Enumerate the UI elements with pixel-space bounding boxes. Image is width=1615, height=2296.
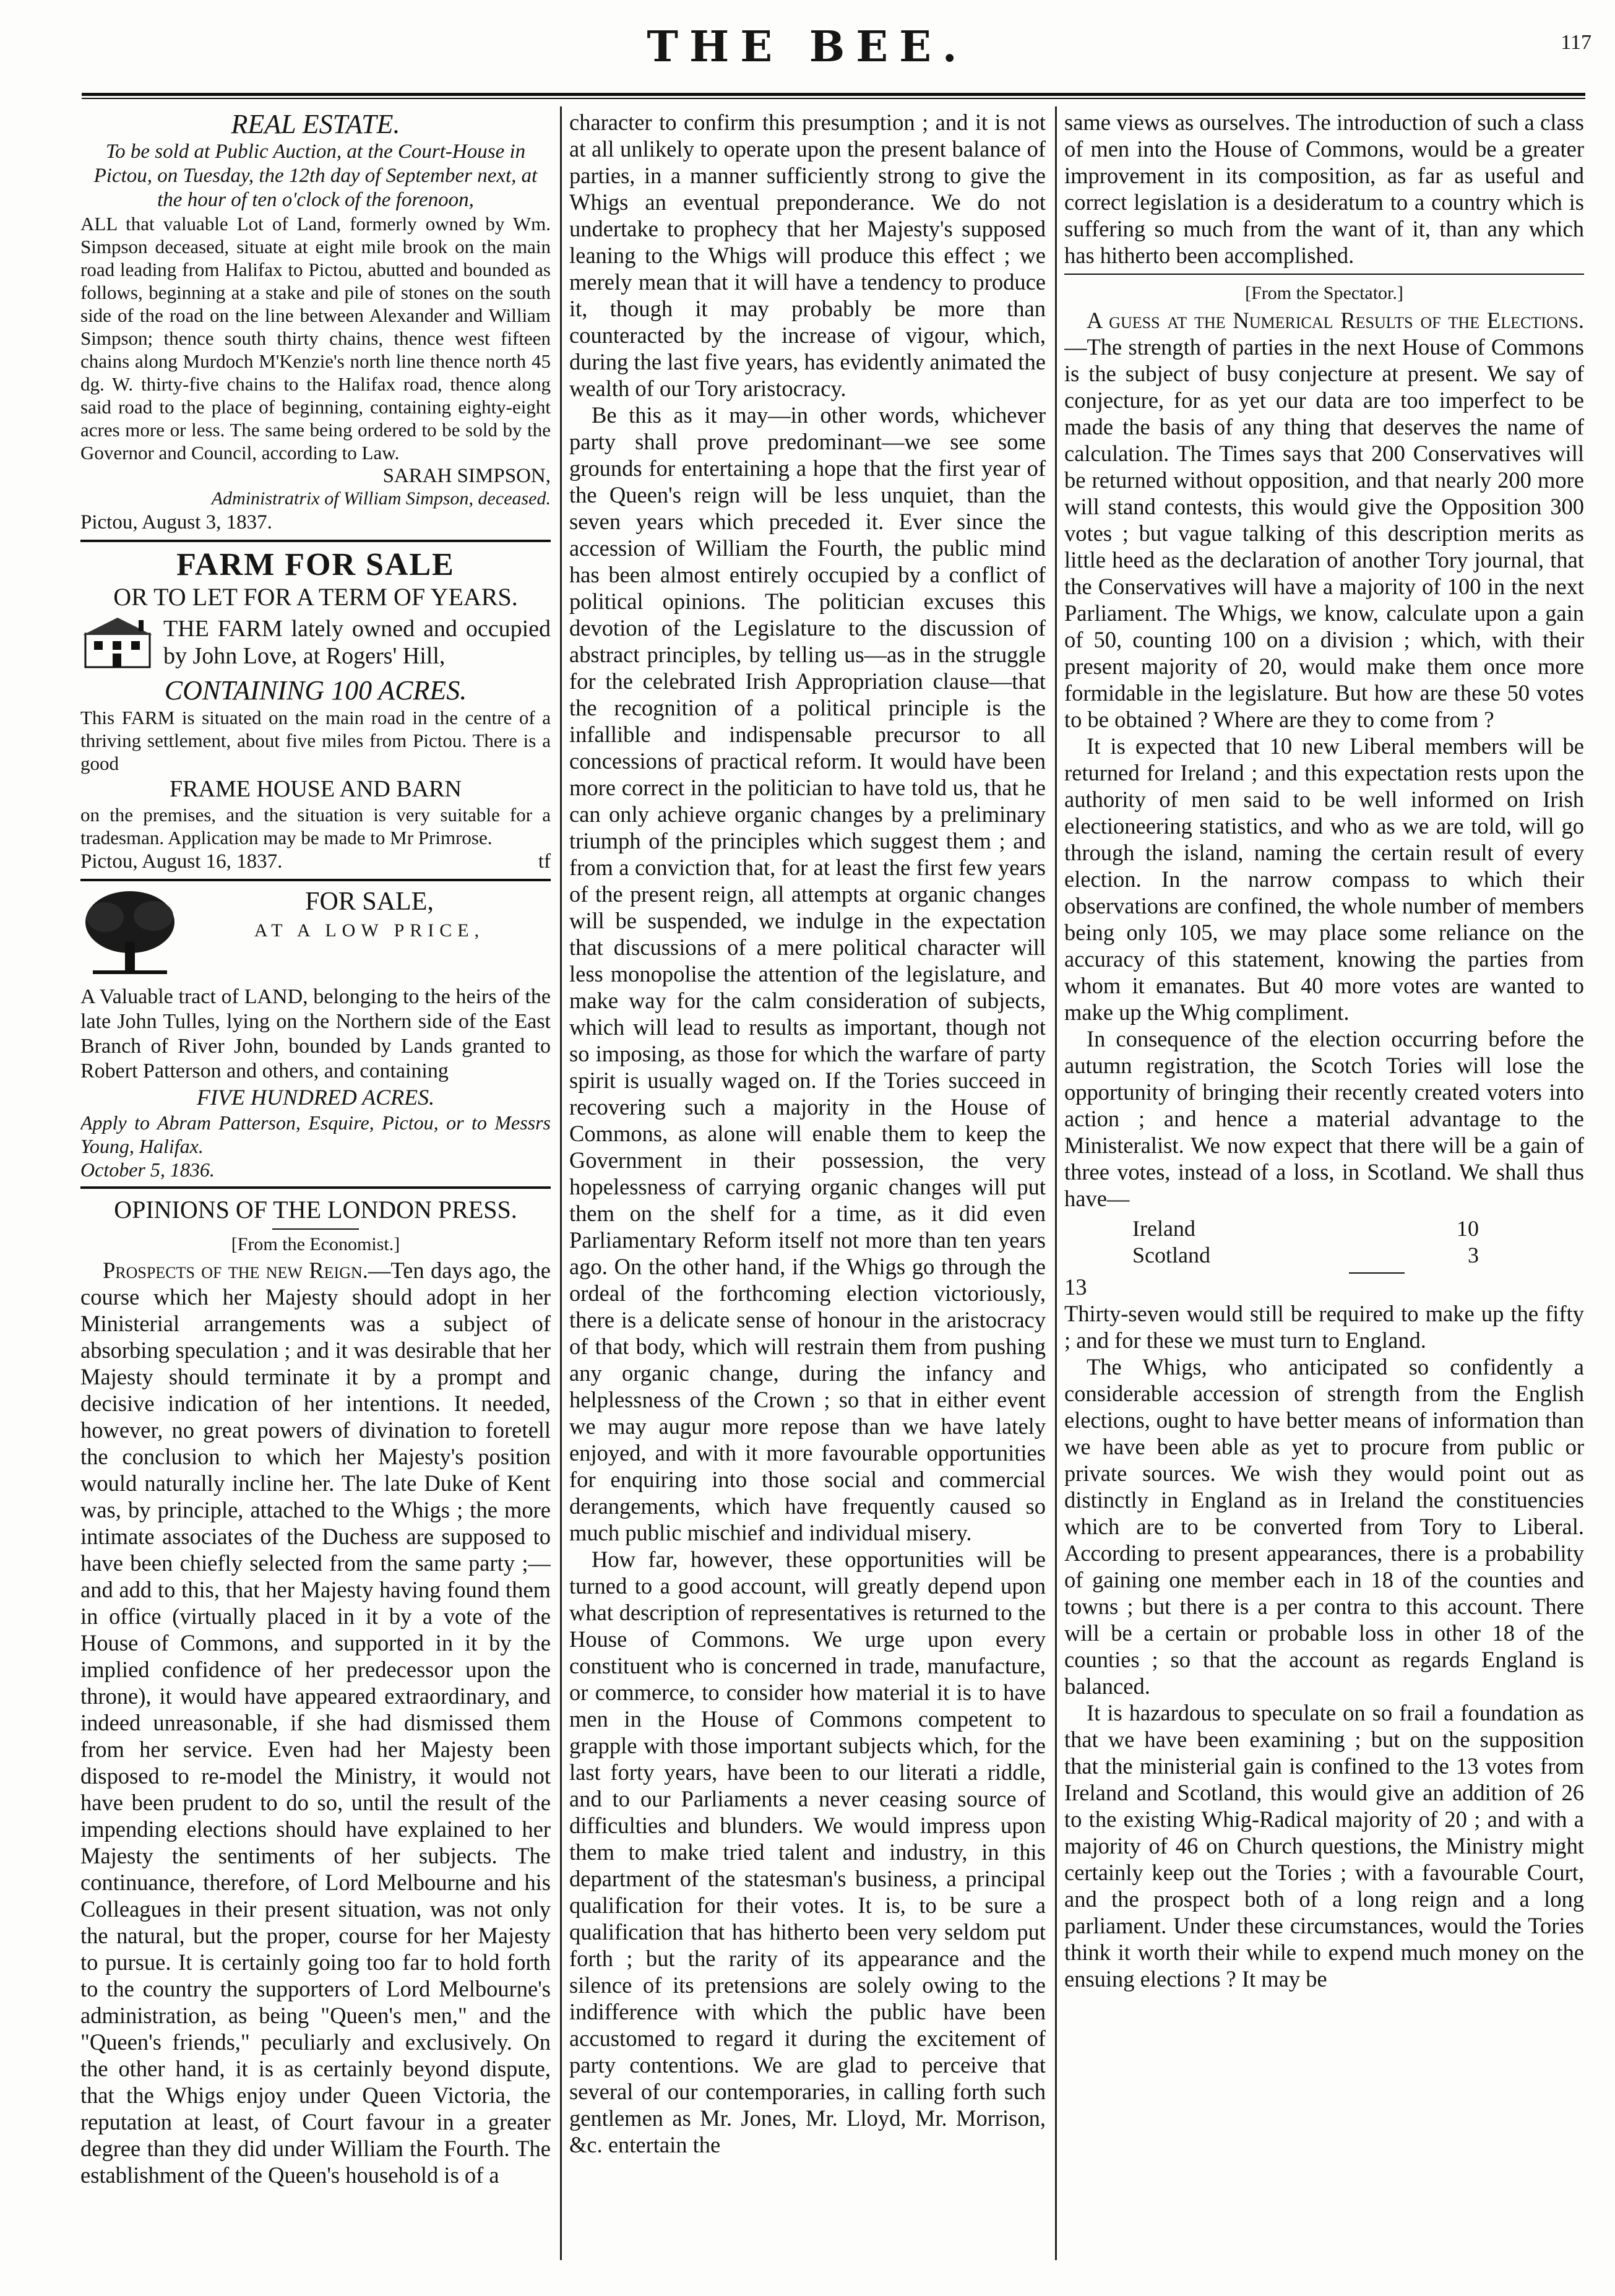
column-divider (1055, 106, 1057, 2260)
table-value: 3 (1468, 1243, 1479, 1267)
farm-containing: CONTAINING 100 ACRES. (164, 675, 467, 706)
farm-frame-house: FRAME HOUSE AND BARN (170, 776, 462, 802)
page-number: 117 (1561, 31, 1591, 54)
col2-paragraph-2: Be this as it may—in other words, whichever party shall prove predominant—we see some grounds for entertaining a hope that the first year of the Queen's reign will be less unquiet, than the seven years which preceded it. Ever since the accession of William the Fourth, the public mind has been almost entirely occupied by a conflict of political opinions. The politician excuses this devotion of the Legislature to the discussion of abstract principles, by telling us—as in the struggle for the celebrated Irish Appropriation clause—that the recognition of a political principle is the infallible and indispensable precursor to all concessions of practical reform. It would have been more correct in the politician to have told us, that he can only achieve organic changes by a preliminary triumph of the principles which suggest them ; and from a conviction that, for at least the first few years of the present reign, all attempts at organic changes will be suspended, we indulge in the expectation that discussions of a mere political character will less monopolise the attention of the legislature, and make way for the calm consideration of subjects, which will lead to results as important, though not so imposing, as those for which the warfare of party spirit is usually waged on. If the Tories succeed in recovering such a majority in the House of Commons, as alone will enable them to keep the Government in their possession, the very hopelessness of carrying organic changes will put them on the shelf for a time, as it did even Parliamentary Reform itself not more than ten years ago. On the other hand, if the Whigs go through the ordeal of the forthcoming election victoriously, there is a delicate sense of honour in the aristocracy of that body, which will restrain them from pushing any organic change, during the infancy and helplessness of the Crown ; so that in either event we may augur more repose than we have lately enjoyed, and with it more favourable opportunities for enquiring into those social and commercial derangements, which have frequently caused so much public mischief and individual misery. (569, 402, 1046, 1545)
real-estate-intro: To be sold at Public Auction, at the Court-House in Pictou, on Tuesday, the 12th day of September next, at the hour of ten o'clock of the forenoon, (93, 140, 538, 211)
for-sale-dateline: October 5, 1836. (80, 1159, 215, 1181)
col3-paragraph-7: It is hazardous to speculate on so frail a foundation as that we have been examining ; but on the supposition that the ministerial gain is confined to the 13 votes from Ireland and Scotland, this would give an addition of 26 to the existing Whig-Radical majority of 20 ; and with a majority of 46 on Church questions, the Ministry might certainly keep out the Tories ; with a favourable Court, and the prospect both of a long reign and a long parliament. Under these circumstances, would the Tories think it worth their while to expend much money on the ensuing elections ? It may be (1064, 1700, 1584, 1992)
column-3 (1064, 109, 1584, 2256)
farm-body-2: on the premises, and the situation is very suitable for a tradesman. Application may be made to Mr Primrose. (80, 804, 551, 848)
real-estate-signer: SARAH SIMPSON, (382, 465, 551, 487)
spectator-lead: A guess at the Numerical Results of the Elections. (1087, 308, 1584, 333)
opinions-lead: Prospects of the new Reign. (103, 1258, 368, 1283)
house-icon (80, 615, 155, 675)
divider (1064, 274, 1584, 275)
for-sale-heading: FOR SALE, (305, 887, 434, 916)
col3-paragraph-1: same views as ourselves. The introduction of such a class of men into the House of Commons, would be a greater improvement in its composition, as far as useful and correct legislation is a desideratum to a country which is suffering so much from the want of it, than any which has hitherto been accomplished. (1064, 110, 1584, 268)
header-rule (82, 93, 1585, 99)
farm-subheading: OR TO LET FOR A TERM OF YEARS. (113, 583, 518, 611)
for-sale-acres: FIVE HUNDRED ACRES. (196, 1085, 435, 1110)
farm-tf: tf (538, 850, 551, 873)
farm-heading: FARM FOR SALE (176, 547, 455, 582)
economist-source: [From the Economist.] (231, 1234, 400, 1254)
farm-lead: THE FARM lately owned and occupied by John Love, at Rogers' Hill, (163, 616, 551, 669)
table-total: 13 (1064, 1274, 1087, 1300)
gain-table (1132, 1215, 1584, 1269)
spectator-source: [From the Spectator.] (1245, 283, 1403, 303)
table-value: 10 (1457, 1216, 1479, 1241)
farm-body: This FARM is situated on the main road in the centre of a thriving settlement, about five miles from Pictou. There is a good (80, 707, 551, 774)
col2-paragraph-1: character to confirm this presumption ; and it is not at all unlikely to operate upon the present balance of parties, in a manner sufficiently strong to give the Whigs an eventual preponderance. We do not undertake to prophecy that her Majesty's supposed leaning to the Whigs will produce this effect ; we merely mean that it will have a tendency to produce it, though it may probably be more than counteracted by the increase of vigour, which, during the last five years, has evidently animated the wealth of our Tory aristocracy. (569, 110, 1046, 401)
table-label: Scotland (1132, 1243, 1210, 1267)
opinions-body: —Ten days ago, the course which her Majesty should adopt in her Ministerial arrangements was a subject of absorbing speculation ; and it was desirable that her Majesty should terminate it by a prompt and decisive indication of her intentions. It needed, however, no great powers of divination to foretell the conclusion to which her Majesty's position would naturally incline her. The late Duke of Kent was, by principle, attached to the Whigs ; the more intimate associates of the Duchess are supposed to have been chiefly selected from the same party ;—and add to this, that her Majesty having found them in office (virtually placed in it by a vote of the House of Commons, and supported in it by the implied confidence of her predecessor upon the throne), it would have appeared extraordinary, and indeed unreasonable, if she had dismissed them from her service. Even had her Majesty been disposed to re-model the Ministry, it would not have been prudent to do so, until the result of the impending elections should have explained to her Majesty the sentiments of her subjects. The continuance, therefore, of Lord Melbourne and his Colleagues in their present situation, was not only the natural, but the proper, course for her Majesty to pursue. It is certainly going too far to hold forth to the country the supporters of Lord Melbourne's administration, as being "Queen's men," and the "Queen's friends," peculiarly and exclusively. On the other hand, it is as certainly beyond dispute, that the Whigs enjoy under Queen Victoria, the reputation at least, of Court favour in a greater degree than they did under William the Fourth. The establishment of the Queen's household is of a (80, 1258, 551, 2188)
table-row (1132, 1242, 1479, 1269)
table-label: Ireland (1132, 1216, 1195, 1241)
divider (80, 879, 551, 881)
for-sale-lead: A Valuable tract of LAND, belonging to the heirs of the late John Tulles, lying on the Northern side of the East Branch of River John, bounded by Lands granted to Robert Patterson and others, and containing (80, 985, 551, 1082)
farm-dateline: Pictou, August 16, 1837. (80, 850, 283, 873)
col3-paragraph-6: The Whigs, who anticipated so confidently a considerable accession of strength from the English elections, ought to have better means of information than we have been able as yet to procure from public or private sources. We wish they would point out as distinctly in England as in Ireland the constituencies which are to be converted from Tory to Liberal. According to present appearances, there is a probability of gaining one member each in 18 of the counties and towns ; but there is a per contra to this account. There will be a certain or probable loss in other 18 of the counties ; so that the account as regards England is balanced. (1064, 1354, 1584, 1699)
column-1 (80, 109, 551, 2256)
col3-paragraph-4: In consequence of the election occurring before the autumn registration, the Scotch Tories will lose the opportunity of bringing their recently created voters into action ; and hence a material advantage to the Ministeralist. We now expect that there will be a gain of three votes, instead of a loss, in Scotland. We shall thus have— (1064, 1026, 1584, 1211)
divider (80, 540, 551, 542)
column-2 (569, 109, 1046, 2256)
for-sale-sub: AT A LOW PRICE, (254, 920, 485, 941)
masthead-title: THE BEE. (647, 22, 968, 72)
col3-paragraph-5: Thirty-seven would still be required to make up the fifty ; and for these we must turn to England. (1064, 1301, 1584, 1353)
col2-paragraph-3: How far, however, these opportunities will be turned to a good account, will greatly depend upon what description of representatives is returned to the House of Commons. We urge upon every constituent who is concerned in trade, manufacture, or commerce, to consider how material it is to have men in the House of Commons competent to grapple with those important subjects which, for the last forty years, have been to our literati a riddle, and to our Parliaments a never ceasing source of difficulties and blunders. We would impress upon them to make tried talent and industry, in this department of the statesman's business, a principal qualification for their votes. It is, to be sure a qualification that has hitherto been very seldom put forth ; but the rarity of its appearance and the silence of its pretensions are solely owing to the indifference with which the public have been accustomed to regard it during the excitement of party contentions. We are glad to perceive that several of our contemporaries, in calling forth such gentlemen as Mr. Jones, Mr. Lloyd, Mr. Morrison, &c. entertain the (569, 1547, 1046, 2157)
real-estate-body: ALL that valuable Lot of Land, formerly owned by Wm. Simpson deceased, situate at eight mile brook on the main road leading from Halifax to Pictou, abutted and bounded as follows, beginning at a stake and pile of stones on the south side of the road on the line between Alexander and William Simpson; thence south thirty chains, thence west fifteen chains along Murdoch M'Kenzie's north line thence north 45 dg. W. thirty-five chains to the Halifax road, thence along said road to the place of beginning, containing eighty-eight acres more or less. The same being ordered to be sold by the Governor and Council, according to Law. (80, 213, 551, 464)
for-sale-apply: Apply to Abram Patterson, Esquire, Pictou, or to Messrs Young, Halifax. (80, 1111, 551, 1157)
col3-paragraph-2: —The strength of parties in the next House of Commons is the subject of busy conjecture at present. We say of conjecture, for as yet our data are too imperfect to be made the basis of any thing that deserves the name of calculation. The Times says that 200 Conservatives will be returned without opposition, and that nearly 200 more will stand contests, this would give the Opposition 300 votes ; but vague talking of this description merits as little heed as the declaration of another Tory journal, that the Conservatives will have a majority of 100 in the next Parliament. The Whigs, we know, calculate upon a gain of 50, counting 100 on a division ; which, with their present majority of 20, would make them once more formidable in the legislature. But how are these 50 votes to be obtained ? Where are they to come from ? (1064, 334, 1584, 732)
col3-paragraph-3: It is expected that 10 new Liberal members will be returned for Ireland ; and this expectation rests upon the authority of men said to be well informed on Irish electioneering statistics, and who as we are told, will go through the island, naming the certain result of every election. In the narrow compass to which their observations are confined, the whole number of members being only 105, we may place some reliance on the accuracy of this statement, knowing the parties from whom it emanates. But 40 more votes are wanted to make up the Whig compliment. (1064, 733, 1584, 1025)
tree-icon (80, 886, 179, 985)
column-divider (560, 106, 562, 2260)
real-estate-signer-role: Administratrix of William Simpson, deceased. (211, 488, 551, 509)
real-estate-heading: REAL ESTATE. (231, 109, 400, 139)
table-row (1132, 1215, 1479, 1242)
divider (272, 1228, 359, 1230)
divider (80, 1186, 551, 1189)
opinions-heading: OPINIONS OF THE LONDON PRESS. (114, 1196, 517, 1224)
real-estate-dateline: Pictou, August 3, 1837. (80, 511, 272, 533)
